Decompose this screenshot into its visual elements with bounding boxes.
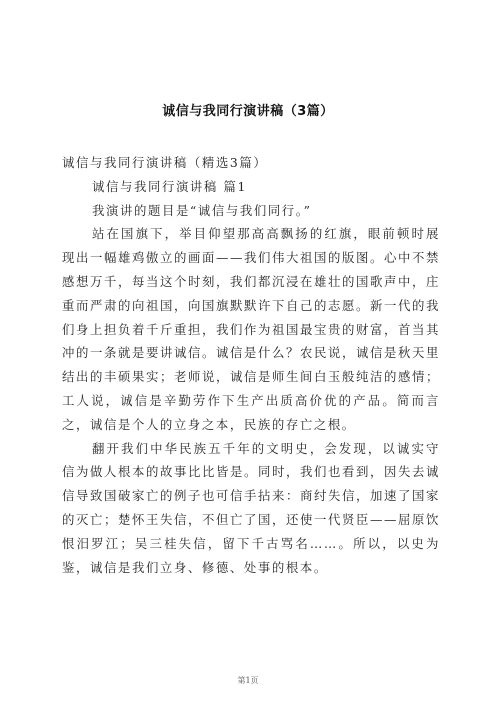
paragraph-flag: 站在国旗下，举目仰望那高高飘扬的红旗，眼前顿时展现出一幅雄鸡傲立的画面——我们伟大祖国的版图。心中不禁感想万千，每当这个时刻，我们都沉浸在雄壮的国歌声中，庄重而严肃的向祖国，向国旗默默许下自己的志愿。新一代的我们身上担负着千斤重担，我们作为祖国最宝贵的财富，首当其冲的一条就是要讲诚信。诚信是什么？农民说，诚信是秋天里结出的丰硕果实；老师说，诚信是师生间白玉般纯洁的感情；工人说，诚信是辛勤劳作下生产出质高价优的产品。简而言之，诚信是个人的立身之本，民族的存亡之根。 bbox=[62, 226, 440, 432]
paragraph-intro: 我演讲的题目是“诚信与我们同行。” bbox=[92, 202, 312, 218]
document-subtitle: 诚信与我同行演讲稿（精选3篇） bbox=[62, 155, 268, 170]
page-number: 第1页 bbox=[237, 676, 259, 685]
document-body bbox=[62, 151, 440, 579]
section-heading: 诚信与我同行演讲稿 篇1 bbox=[92, 178, 247, 194]
paragraph-history: 翻开我们中华民族五千年的文明史，会发现，以诚实守信为做人根本的故事比比皆是。同时，我们也看到，因失去诚信导致国破家亡的例子也可信手拈来：商纣失信，加速了国家的灭亡；楚怀王失信，不但亡了国，还使一代贤臣——屈原饮恨汨罗江；吴三桂失信，留下千古骂名……。所以，以史为鉴，诚信是我们立身、修德、处事的根本。 bbox=[62, 440, 440, 575]
document-title: 诚信与我同行演讲稿（3篇） bbox=[162, 104, 334, 119]
